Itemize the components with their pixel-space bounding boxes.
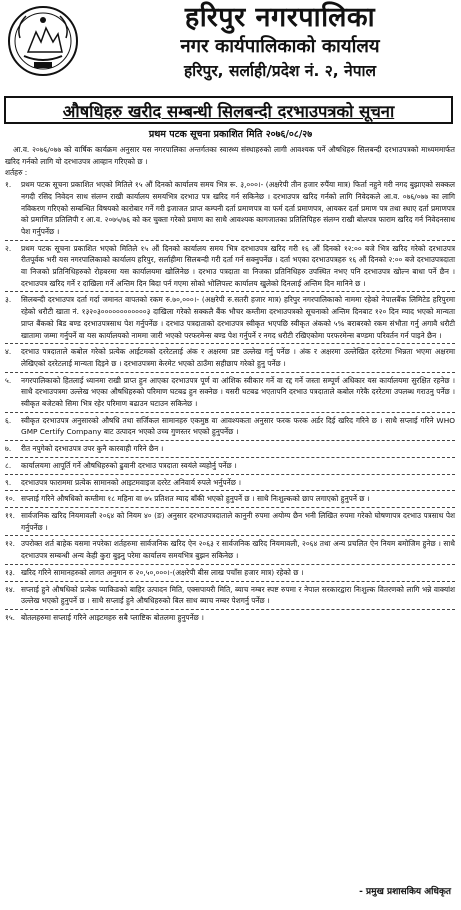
publish-date: प्रथम पटक सूचना प्रकाशित मिति २०७६/०८/२७: [148, 129, 313, 140]
condition-item: [5, 612, 455, 624]
condition-text: स्वीकृत दरभाउपत्र अनुसारको औषधि तथा सर्जिकल सामानहरु एकमुष्ठ वा आवश्यकता अनुसार फरक फरक अर्डर दिई खरिद गरिने छ । साथै सप्लाई गरिने WHO GMP Certify Company बाट उत्पादन भएको उच्च गुणस्तर भएको हुनुपर्नेछ ।: [21, 415, 455, 437]
condition-item: [5, 243, 455, 290]
condition-number: ४.: [5, 347, 12, 357]
conditions-list: [5, 179, 455, 624]
condition-item: [5, 567, 455, 579]
condition-item: [5, 493, 455, 505]
dashed-divider: [5, 457, 455, 458]
condition-number: ६.: [5, 415, 12, 425]
letterhead: [0, 0, 461, 93]
condition-text: नगरपालिकाको हितलाई ध्यानमा राखी प्राप्त हुन आएका दरभाउपत्र पूर्ण वा आंशिक स्वीकार गर्ने वा रद्द गर्ने जस्ता सम्पूर्ण अधिकार यस कार्यालयमा सुरक्षित रहनेछ । साथै दरभाउपत्रमा उल्लेख भएका औषधिहरुको परिमाण घटबढ हुन सक्नेछ । यसरी घटबढ भएतापनि दरभाउ पत्रदाताले कबोल गरेकै दररेटमा उपलब्ध गराउनु पर्नेछ । स्वीकृत बजेटको सिमा भित्र रहेर परिमाण बढाउन घटाउन सकिनेछ ।: [21, 375, 455, 409]
condition-number: १०.: [5, 494, 15, 504]
office-address: हरिपुर, सर्लाही/प्रदेश नं. २, नेपाल: [183, 62, 377, 80]
dashed-divider: [5, 490, 455, 491]
condition-number: ११.: [5, 510, 15, 520]
condition-text: रीत नपुगेको दरभाउपत्र उपर कुनै कारवाही गरिने छैन ।: [21, 444, 164, 454]
condition-number: ३.: [5, 295, 12, 305]
condition-text: बोतलहरुमा सप्लाई गरिने आइटमहरु सबै प्लाष्टिक बोतलमा हुनुपर्नेछ ।: [21, 612, 204, 622]
dashed-divider: [5, 581, 455, 582]
dashed-divider: [5, 474, 455, 475]
notice-body: [5, 144, 455, 624]
condition-text: खरिद गरिने सामानहरुको लागत अनुमान रु २०,५०,०००।-(अक्षरेपी बीस लाख पचाँस हजार मात्र) रहेको छ ।: [21, 567, 304, 577]
condition-item: [5, 346, 455, 369]
dashed-divider: [5, 412, 455, 413]
municipality-title: हरिपुर नगरपालिका: [184, 2, 376, 33]
dashed-divider: [5, 609, 455, 610]
dashed-divider: [5, 440, 455, 441]
nepal-government-emblem-icon: [6, 4, 80, 78]
condition-number: १५.: [5, 612, 15, 622]
condition-number: १२.: [5, 539, 15, 549]
condition-item: [5, 584, 455, 607]
notice-title: औषधिहरु खरीद सम्बन्धी सिलबन्दी दरभाउपत्रको सूचना: [4, 96, 453, 124]
dashed-divider: [5, 343, 455, 344]
dashed-divider: [5, 535, 455, 536]
condition-text: कार्यालयमा आपूर्ति गर्ने औषधिहरुको ढुवानी दरभाउ पत्रदाता स्वयंले व्यहोर्नु पर्नेछ ।: [21, 460, 237, 470]
condition-text: दरभाउपत्र फाराममा प्रत्येक सामानको आइटमवाइज दररेट अनिवार्य रुपले भर्नुपर्नेछ ।: [21, 477, 242, 487]
condition-text: सिलबन्दी दरभाउपत्र दर्ता गर्दा जमानत वापतको रकम रु.७०,०००।- (अक्षरेपी रु.सतरी हजार मात्र) हरिपुर नगरपालिकाको नाममा रहेको नेपालबैंक लिमिटेड हरिपुरमा रहेको धरौटी खाता नं. १३२०३००००००००००००३ दाखिला गरेको सक्कलै बैंक भौचर कम्तीमा दरभाउपत्रको सूचनाको अन्तिम दिनबाट १२० दिन म्याद भएको मान्यता प्राप्त बैंकको बिड बण्ड दरभाउपत्रसाथ पेश गर्नुपर्नेछ । दरभाउ पत्रदाताको दरभाउपत्र स्वीकृत भएपछि स्वीकृत अंकको ५% बराबरको रकम संभौता गर्नु अगावै धरौटी खातामा जम्मा गर्नुपर्ने वा यस कार्यालयको नाममा जारी भएको परफरमेन्स बण्ड पेश गर्नुपर्ने र नगद धरौटी रखिएकोमा परफरमेन्स बण्डमा परिवर्तन गर्न पाइने छैन ।: [21, 295, 455, 340]
condition-item: [5, 538, 455, 561]
condition-text: प्रथम पटक सूचना प्रकाशित भएको मितिले १५ औं दिनको कार्यालय समय भित्र रू. ३,०००।- (अक्षरेपी तीन हजार रुपैंया मात्र) फिर्ता नहुने गरी नगद बुझाएको सक्कल नगदी रसिद निवेदन साथ संलग्न राखी कार्यालय समयभित्र दरभाउ पत्र खरिद गर्न सकिनेछ । दरभाउपत्र खरिद गर्नको लागि निवेदकले आ.व. ०७६/०७७ का लागि नविकरण गरिएको सम्बन्धित विषयको कारोबार गर्ने गरी इजाजत प्राप्त कम्पनी दर्ता प्रमाणपत्र वा फर्म दर्ता प्रमाणपत्र, आयकर दर्ता प्रमाण पत्र तथा स्थाए दर्ता प्रमाणपत्र को प्रमाणित प्रतिलिपी र आ.व. २०७५/७६ को कर चुक्ता गरेको प्रमाण का साथै आवश्यक कागजातका प्रतिलिपिहरु संलग्न राखी बोलपत्र फाराम खरिद गर्न निवेदनसाथ पेश गर्नुपर्नेछ ।: [21, 180, 455, 236]
condition-text: सप्लाई हुने औषधिको प्रत्येक प्याकिङको बाहिर उत्पादन मिति, एक्सपायरी मिति, ब्याच नम्बर स्पष्ट रुपमा र नेपाल सरकारद्वारा निःशुल्क वितरणको लागि भन्ने वाक्यांश उल्लेख भएको हुनुपर्ने छ । साथै सप्लाई हुने औषधिहरुको बिल साथ ब्याच नम्बर पेशगर्नु पर्नेछ ।: [21, 584, 455, 606]
condition-number: ९.: [5, 477, 12, 487]
condition-number: ५.: [5, 375, 12, 385]
condition-number: १.: [5, 180, 12, 190]
condition-number: ७.: [5, 444, 12, 454]
condition-item: [5, 510, 455, 533]
dashed-divider: [5, 240, 455, 241]
condition-text: सप्लाई गरिने औषधिको कम्तीमा १८ महिना वा ७५ प्रतिशत म्याद बाँकी भएको हुनुपर्ने छ । साथै निःशुल्कको छाप लगाएको हुनुपर्ने छ ।: [21, 494, 370, 504]
condition-text: उपरोक्त शर्त बाहेक यसमा नपरेका शर्तहरुमा सार्वजनिक खरिद ऐन २०६३ र सार्वजनिक खरिद नियमावली, २०६४ तथा अन्य प्रचलित ऐन नियम बमोजिम हुनेछ । साथै दरभाउपत्र सम्बन्धी अन्य केही कुरा बुझ्नु परेमा कार्यालय समयभित्र बुझन सकिनेछ ।: [21, 539, 455, 561]
condition-number: १३.: [5, 567, 15, 577]
intro-paragraph: आ.व. २०७६/०७७ को वार्षिक कार्यक्रम अनुसार यस नगरपालिका अन्तर्गतका स्वास्थ्य संस्थाहरुको लागी आवश्यक पर्ने औषधिहरु सिलबन्दी दरभाउपत्रको माध्यममार्फत खरिद गर्नको लागि यो दरभाउपत्र आव्हान गरिएको छ ।: [5, 145, 455, 166]
condition-item: [5, 415, 455, 438]
condition-item: [5, 375, 455, 410]
condition-text: दरभाउ पत्रदाताले कबोल गरेको प्रत्येक आईटमको दररेटलाई अंक र अक्षरमा प्रष्ट उल्लेख गर्नु पर्नेछ । अंक र अक्षरमा उल्लेखित दररेटमा भिन्नता भएमा अक्षरमा लेखिएको दररेटलाई मान्यता दिइने छ । दरभाउपत्रमा केरमेट भएको ठाउँमा सहीछाप गरेको हुनु पर्नेछ ।: [21, 347, 455, 368]
condition-text: प्रथम पटक सूचना प्रकाशित भएको मितिले १५ औं दिनको कार्यालय समय भित्र दरभाउपत्र खरिद गरी १६ औं दिनको १२:०० बजे भित्र खरिद गरेको दरभाउपत्र रीतपूर्वक भरी यस नगरपालिकाको कार्यालय हरिपुर, सर्लाहीमा सिलबन्दी गरी दर्ता गर्न सक्नुपर्नेछ । दर्ता भएका दरभाउपत्रहरु १६ औं दिनको २:०० बजे दरभाउपत्रदाता वा निजको प्रतिनिधिहरुको रोहबरमा यस कार्यालयमा खोलिनेछ । दरभाउ पत्रदाता वा निजका प्रतिनिधिहरु उपस्थित नभए पनि दरभाउपत्र खोल्न बाधा पर्ने छैन । दरभाउपत्र खरिद गर्ने र दाखिला गर्ने अन्तिम दिन बिदा पर्न गएमा सोको भोलिपल्ट कार्यालय खुलेको दिनलाई अन्तिम दिन मानिने छ ।: [21, 243, 455, 288]
dashed-divider: [5, 507, 455, 508]
dashed-divider: [5, 564, 455, 565]
conditions-label: शर्तहरु :: [5, 168, 28, 178]
condition-item: [5, 294, 455, 341]
dashed-divider: [5, 291, 455, 292]
condition-number: १४.: [5, 584, 15, 594]
condition-number: ८.: [5, 460, 12, 470]
signature: - प्रमुख प्रशासकिय अधिकृत: [359, 887, 451, 897]
condition-item: [5, 460, 455, 472]
condition-number: २.: [5, 243, 12, 253]
condition-item: [5, 477, 455, 489]
condition-text: सार्वजनिक खरिद नियमावली २०६४ को नियम ४० (ङ) अनुसार दरभाउपत्रदाताले कानुनी रुपमा अयोग्य छैन भनी लिखित रुपमा गरेको घोषणापत्र दरभाउ पत्रसाथ पेश गर्नुपर्नेछ ।: [21, 510, 455, 532]
dashed-divider: [5, 372, 455, 373]
office-name: नगर कार्यपालिकाको कार्यालय: [180, 36, 380, 57]
condition-item: [5, 443, 455, 455]
condition-item: [5, 179, 455, 238]
